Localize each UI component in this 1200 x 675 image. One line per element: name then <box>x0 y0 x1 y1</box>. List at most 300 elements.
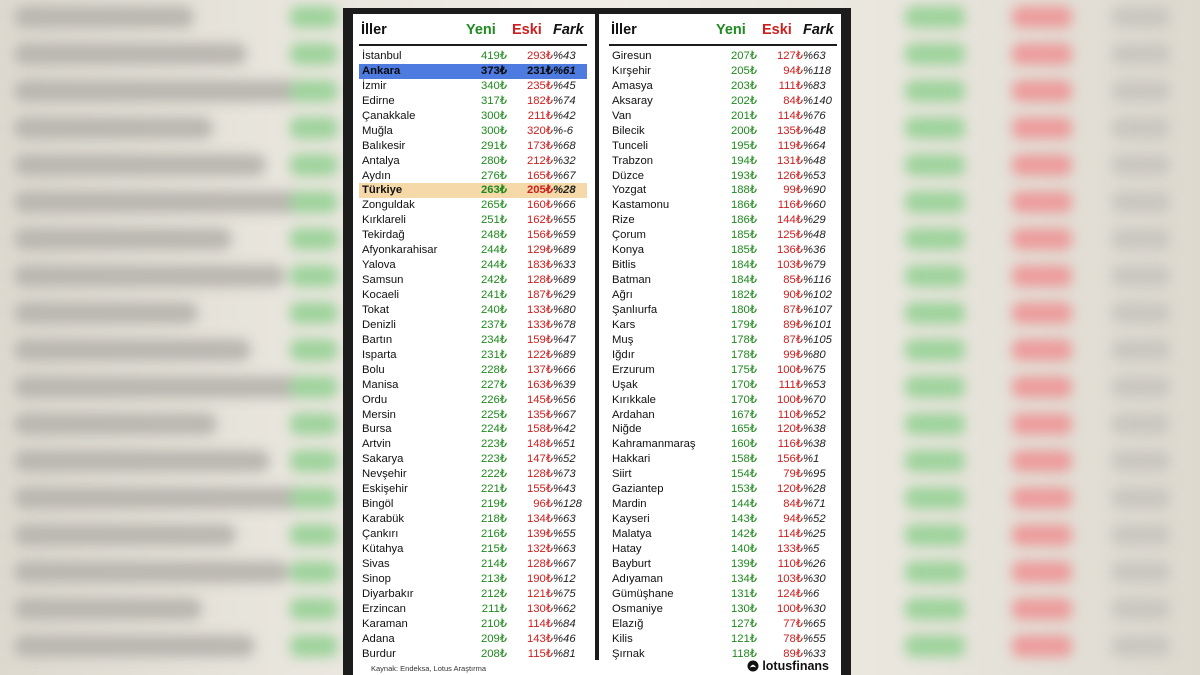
province-name: Uşak <box>612 378 638 391</box>
change-pct: %105 <box>803 333 832 346</box>
province-name: Sinop <box>362 572 391 585</box>
old-price: 78₺ <box>783 632 803 645</box>
new-price: 228₺ <box>480 363 507 376</box>
header-fark: Fark <box>803 22 834 38</box>
new-price: 291₺ <box>480 139 507 152</box>
old-price: 111₺ <box>778 79 803 92</box>
province-name: Karabük <box>362 513 405 526</box>
province-name: Kırşehir <box>612 64 651 77</box>
new-price: 215₺ <box>480 542 507 555</box>
province-name: Muş <box>612 333 634 346</box>
new-price: 160₺ <box>730 438 757 451</box>
province-name: Türkiye <box>362 184 403 197</box>
change-pct: %95 <box>803 468 826 481</box>
change-pct: %52 <box>803 408 826 421</box>
table-row <box>359 124 587 139</box>
table-row <box>609 213 837 228</box>
header-iller: İller <box>361 22 387 38</box>
table-row <box>359 527 587 542</box>
new-price: 208₺ <box>480 647 507 660</box>
new-price: 180₺ <box>730 303 757 316</box>
new-price: 231₺ <box>480 348 507 361</box>
province-name: Sakarya <box>362 453 404 466</box>
new-price: 121₺ <box>730 632 757 645</box>
source-note: Kaynak: Endeksa, Lotus Araştırma <box>371 664 487 673</box>
province-name: Ordu <box>362 393 388 406</box>
province-name: Karaman <box>362 617 408 630</box>
province-name: Çankırı <box>362 528 399 540</box>
new-price: 248₺ <box>480 229 507 242</box>
province-name: Samsun <box>362 274 404 287</box>
old-price: 77₺ <box>783 617 803 630</box>
old-price: 148₺ <box>526 438 553 451</box>
province-name: İzmir <box>362 79 387 92</box>
province-name: Kahramanmaraş <box>612 438 696 451</box>
change-pct: %74 <box>553 94 576 107</box>
new-price: 154₺ <box>730 468 757 481</box>
new-price: 184₺ <box>730 274 757 287</box>
new-price: 130₺ <box>730 602 757 615</box>
old-price: 173₺ <box>526 139 553 152</box>
province-name: Artvin <box>362 438 391 451</box>
table-row <box>359 169 587 184</box>
change-pct: %128 <box>553 498 582 511</box>
change-pct: %6 <box>803 587 820 600</box>
change-pct: %36 <box>803 244 826 257</box>
change-pct: %118 <box>803 64 832 77</box>
old-price: 135₺ <box>526 408 553 421</box>
province-name: Hakkari <box>612 453 651 466</box>
table-row <box>609 497 837 512</box>
brand-logo <box>747 659 829 673</box>
table-row <box>359 333 587 348</box>
column-divider <box>595 14 599 660</box>
change-pct: %90 <box>803 184 826 197</box>
old-price: 133₺ <box>526 318 553 331</box>
province-name: Aydın <box>362 169 391 182</box>
old-price: 212₺ <box>526 154 553 167</box>
old-price: 114₺ <box>527 617 553 630</box>
table-row <box>609 273 837 288</box>
old-price: 99₺ <box>783 348 803 361</box>
old-price: 128₺ <box>526 468 553 481</box>
old-price: 96₺ <box>533 498 553 511</box>
table-row <box>609 587 837 602</box>
province-name: Hatay <box>612 542 642 555</box>
province-name: Tekirdağ <box>362 229 405 242</box>
table-row <box>609 348 837 363</box>
province-name: Mersin <box>362 408 396 421</box>
province-name: Kütahya <box>362 542 404 555</box>
province-name: Kars <box>612 318 636 331</box>
table-row <box>359 318 587 333</box>
left-header <box>359 14 587 46</box>
change-pct: %-6 <box>553 124 574 137</box>
change-pct: %67 <box>553 408 576 421</box>
table-row <box>609 572 837 587</box>
province-name: Giresun <box>612 50 652 62</box>
old-price: 116₺ <box>777 438 803 451</box>
change-pct: %53 <box>803 378 826 391</box>
table-row <box>359 587 587 602</box>
table-row <box>359 183 587 198</box>
province-name: Adana <box>362 632 395 645</box>
new-price: 340₺ <box>480 79 507 92</box>
table-row <box>359 467 587 482</box>
change-pct: %30 <box>803 572 826 585</box>
change-pct: %76 <box>803 109 826 122</box>
table-row <box>359 647 587 662</box>
old-price: 131₺ <box>776 154 803 167</box>
table-row <box>359 243 587 258</box>
change-pct: %66 <box>553 363 576 376</box>
province-name: Osmaniye <box>612 602 663 615</box>
new-price: 142₺ <box>730 528 757 540</box>
change-pct: %42 <box>553 109 576 122</box>
change-pct: %62 <box>553 602 576 615</box>
change-pct: %33 <box>803 647 826 660</box>
change-pct: %56 <box>553 393 576 406</box>
new-price: 244₺ <box>480 259 507 272</box>
old-price: 128₺ <box>526 557 553 570</box>
change-pct: %81 <box>553 647 576 660</box>
new-price: 188₺ <box>730 184 757 197</box>
old-price: 143₺ <box>526 632 553 645</box>
province-name: Afyonkarahisar <box>362 244 438 257</box>
new-price: 186₺ <box>730 214 757 227</box>
rent-table-card <box>343 8 851 675</box>
old-price: 211₺ <box>527 109 553 122</box>
province-name: Kırklareli <box>362 214 406 227</box>
new-price: 224₺ <box>480 423 507 436</box>
new-price: 118₺ <box>731 647 757 660</box>
new-price: 184₺ <box>730 259 757 272</box>
table-row <box>609 408 837 423</box>
new-price: 193₺ <box>730 169 757 182</box>
new-price: 240₺ <box>480 303 507 316</box>
table-row <box>359 497 587 512</box>
new-price: 203₺ <box>730 79 757 92</box>
new-price: 222₺ <box>480 468 507 481</box>
header-eski: Eski <box>762 22 792 38</box>
change-pct: %12 <box>553 572 576 585</box>
table-row <box>359 64 587 79</box>
change-pct: %64 <box>803 139 826 152</box>
new-price: 165₺ <box>730 423 757 436</box>
new-price: 300₺ <box>480 124 507 137</box>
new-price: 127₺ <box>730 617 757 630</box>
new-price: 153₺ <box>730 483 757 496</box>
table-row <box>359 452 587 467</box>
province-name: Ağrı <box>612 289 633 301</box>
province-name: Batman <box>612 274 651 287</box>
new-price: 207₺ <box>730 50 757 62</box>
new-price: 179₺ <box>730 318 757 331</box>
table-row <box>609 482 837 497</box>
table-row <box>609 363 837 378</box>
table-row <box>359 632 587 647</box>
change-pct: %68 <box>553 139 576 152</box>
table-row <box>359 393 587 408</box>
province-name: Rize <box>612 214 635 227</box>
old-price: 231₺ <box>526 64 553 77</box>
new-price: 280₺ <box>480 154 507 167</box>
new-price: 223₺ <box>480 438 507 451</box>
old-price: 155₺ <box>526 483 553 496</box>
table-row <box>359 79 587 94</box>
change-pct: %38 <box>803 438 826 451</box>
table-row <box>359 482 587 497</box>
old-price: 111₺ <box>778 378 803 391</box>
table-row <box>609 258 837 273</box>
new-price: 205₺ <box>730 64 757 77</box>
table-row <box>609 333 837 348</box>
old-price: 116₺ <box>777 199 803 212</box>
change-pct: %84 <box>553 617 576 630</box>
old-price: 190₺ <box>526 572 553 585</box>
old-price: 100₺ <box>776 602 803 615</box>
new-price: 276₺ <box>480 169 507 182</box>
new-price: 227₺ <box>480 378 507 391</box>
new-price: 182₺ <box>730 289 757 301</box>
old-price: 125₺ <box>776 229 803 242</box>
new-price: 242₺ <box>480 274 507 287</box>
old-price: 90₺ <box>783 289 803 301</box>
lotus-icon <box>747 660 759 672</box>
old-price: 110₺ <box>777 557 803 570</box>
old-price: 165₺ <box>526 169 553 182</box>
table-row <box>359 213 587 228</box>
right-header <box>609 14 837 46</box>
change-pct: %71 <box>803 498 826 511</box>
old-price: 94₺ <box>783 64 803 77</box>
table-row <box>359 542 587 557</box>
new-price: 131₺ <box>730 587 757 600</box>
table-row <box>359 557 587 572</box>
old-price: 132₺ <box>526 542 553 555</box>
province-name: Tunceli <box>612 139 648 152</box>
new-price: 263₺ <box>480 184 507 197</box>
table-row <box>609 288 837 303</box>
new-price: 265₺ <box>480 199 507 212</box>
old-price: 85₺ <box>783 274 803 287</box>
table-row <box>359 94 587 109</box>
province-name: Ankara <box>362 64 401 77</box>
old-price: 133₺ <box>526 303 553 316</box>
province-name: İstanbul <box>362 50 402 62</box>
province-name: Antalya <box>362 154 400 167</box>
new-price: 213₺ <box>480 572 507 585</box>
old-price: 114₺ <box>777 109 803 122</box>
new-price: 317₺ <box>480 94 507 107</box>
province-name: Iğdır <box>612 348 635 361</box>
old-price: 127₺ <box>776 50 803 62</box>
province-name: Zonguldak <box>362 199 415 212</box>
province-name: Erzincan <box>362 602 406 615</box>
old-price: 160₺ <box>526 199 553 212</box>
table-row <box>359 258 587 273</box>
old-price: 126₺ <box>776 169 803 182</box>
new-price: 140₺ <box>730 542 757 555</box>
change-pct: %80 <box>553 303 576 316</box>
table-row <box>359 572 587 587</box>
province-name: Kocaeli <box>362 289 400 301</box>
new-price: 221₺ <box>480 483 507 496</box>
new-price: 170₺ <box>730 393 757 406</box>
new-price: 211₺ <box>481 602 507 615</box>
table-row <box>609 169 837 184</box>
change-pct: %26 <box>803 557 826 570</box>
table-row <box>609 617 837 632</box>
province-name: Van <box>612 109 632 122</box>
table-row <box>359 512 587 527</box>
province-name: Isparta <box>362 348 397 361</box>
old-price: 119₺ <box>777 139 803 152</box>
old-price: 162₺ <box>526 214 553 227</box>
change-pct: %75 <box>553 587 576 600</box>
old-price: 84₺ <box>783 94 803 107</box>
old-price: 183₺ <box>526 259 553 272</box>
province-name: Bingöl <box>362 498 394 511</box>
province-name: Amasya <box>612 79 653 92</box>
province-name: Niğde <box>612 423 642 436</box>
change-pct: %67 <box>553 557 576 570</box>
change-pct: %89 <box>553 348 576 361</box>
table-row <box>609 243 837 258</box>
table-row <box>609 228 837 243</box>
old-price: 103₺ <box>776 259 803 272</box>
header-fark: Fark <box>553 22 584 38</box>
new-price: 200₺ <box>730 124 757 137</box>
new-price: 251₺ <box>480 214 507 227</box>
table-row <box>359 408 587 423</box>
old-price: 94₺ <box>783 513 803 526</box>
right-rows <box>603 46 841 661</box>
change-pct: %55 <box>803 632 826 645</box>
table-row <box>359 348 587 363</box>
change-pct: %80 <box>803 348 826 361</box>
province-name: Adıyaman <box>612 572 663 585</box>
old-price: 120₺ <box>776 423 803 436</box>
province-name: Yozgat <box>612 184 647 197</box>
old-price: 159₺ <box>526 333 553 346</box>
new-price: 178₺ <box>730 348 757 361</box>
change-pct: %38 <box>803 423 826 436</box>
new-price: 209₺ <box>480 632 507 645</box>
new-price: 185₺ <box>730 244 757 257</box>
change-pct: %28 <box>803 483 826 496</box>
table-row <box>609 602 837 617</box>
new-price: 216₺ <box>480 528 507 540</box>
old-price: 134₺ <box>526 513 553 526</box>
old-price: 163₺ <box>526 378 553 391</box>
old-price: 136₺ <box>776 244 803 257</box>
table-row <box>359 228 587 243</box>
old-price: 121₺ <box>526 587 553 600</box>
table-row <box>609 124 837 139</box>
old-price: 156₺ <box>526 229 553 242</box>
province-name: Bartın <box>362 333 393 346</box>
old-price: 120₺ <box>776 483 803 496</box>
new-price: 178₺ <box>730 333 757 346</box>
old-price: 158₺ <box>526 423 553 436</box>
old-price: 147₺ <box>526 453 553 466</box>
table-row <box>359 437 587 452</box>
province-name: Bayburt <box>612 557 651 570</box>
change-pct: %42 <box>553 423 576 436</box>
header-yeni: Yeni <box>716 22 746 38</box>
change-pct: %89 <box>553 274 576 287</box>
change-pct: %78 <box>553 318 576 331</box>
change-pct: %65 <box>803 617 826 630</box>
new-price: 167₺ <box>730 408 757 421</box>
change-pct: %51 <box>553 438 576 451</box>
right-column <box>603 14 841 661</box>
new-price: 234₺ <box>480 333 507 346</box>
new-price: 218₺ <box>480 513 507 526</box>
table-row <box>609 139 837 154</box>
province-name: Sivas <box>362 557 390 570</box>
new-price: 241₺ <box>480 289 507 301</box>
change-pct: %43 <box>553 483 576 496</box>
header-iller: İller <box>611 22 637 38</box>
new-price: 223₺ <box>480 453 507 466</box>
new-price: 144₺ <box>730 498 757 511</box>
change-pct: %30 <box>803 602 826 615</box>
province-name: Eskişehir <box>362 483 408 496</box>
province-name: Gümüşhane <box>612 587 674 600</box>
old-price: 122₺ <box>526 348 553 361</box>
old-price: 114₺ <box>777 528 803 540</box>
province-name: Şanlıurfa <box>612 303 658 316</box>
change-pct: %63 <box>803 50 826 62</box>
new-price: 134₺ <box>730 572 757 585</box>
change-pct: %75 <box>803 363 826 376</box>
change-pct: %45 <box>553 79 576 92</box>
old-price: 139₺ <box>526 528 553 540</box>
change-pct: %60 <box>803 199 826 212</box>
old-price: 187₺ <box>526 289 553 301</box>
change-pct: %116 <box>803 274 832 287</box>
old-price: 135₺ <box>776 124 803 137</box>
table-row <box>609 467 837 482</box>
old-price: 87₺ <box>783 303 803 316</box>
old-price: 100₺ <box>776 393 803 406</box>
province-name: Yalova <box>362 259 396 272</box>
old-price: 103₺ <box>776 572 803 585</box>
old-price: 87₺ <box>783 333 803 346</box>
table-row <box>609 64 837 79</box>
province-name: Elazığ <box>612 617 644 630</box>
table-row <box>609 154 837 169</box>
table-row <box>609 527 837 542</box>
change-pct: %29 <box>803 214 826 227</box>
left-rows <box>353 46 591 661</box>
province-name: Düzce <box>612 169 645 182</box>
old-price: 156₺ <box>776 453 803 466</box>
province-name: Çorum <box>612 229 646 242</box>
old-price: 79₺ <box>783 468 803 481</box>
rent-table <box>353 14 841 675</box>
change-pct: %46 <box>553 632 576 645</box>
province-name: Aksaray <box>612 94 653 107</box>
old-price: 99₺ <box>783 184 803 197</box>
old-price: 89₺ <box>783 318 803 331</box>
new-price: 212₺ <box>480 587 507 600</box>
table-row <box>359 139 587 154</box>
province-name: Tokat <box>362 303 390 316</box>
new-price: 419₺ <box>480 50 507 62</box>
